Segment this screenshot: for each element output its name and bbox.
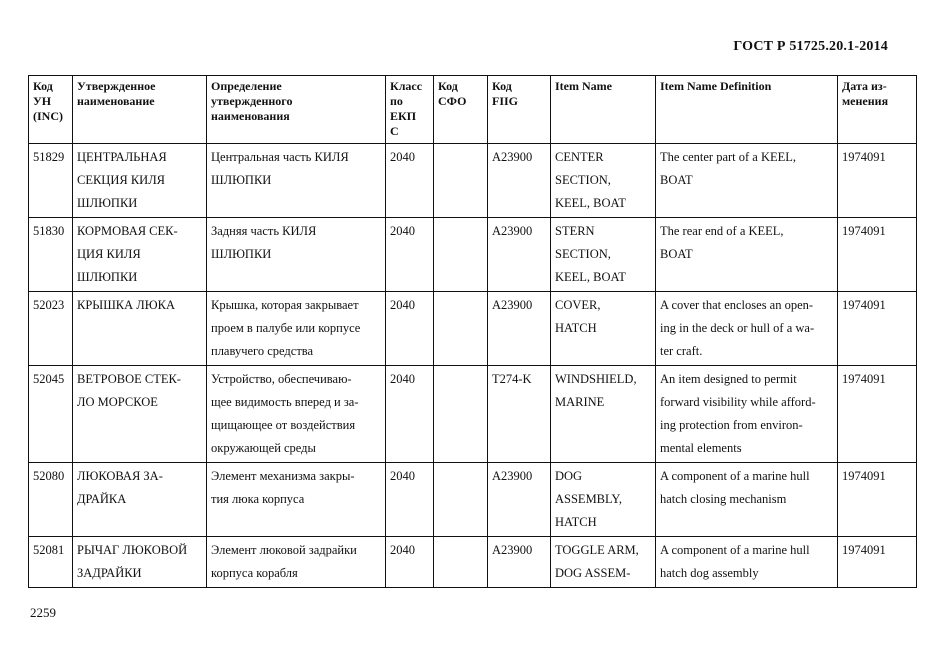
cell-fiig: A23900: [488, 537, 551, 588]
cell-item-name: STERN SECTION, KEEL, BOAT: [551, 218, 656, 292]
cell-sfo: [434, 292, 488, 366]
cell-class: 2040: [386, 366, 434, 463]
cell-class: 2040: [386, 463, 434, 537]
cell-item-definition: A cover that encloses an open- ing in the deck or hull of a wa- ter craft.: [656, 292, 838, 366]
cell-definition: Элемент люковой задрайки корпуса корабля: [207, 537, 386, 588]
cell-sfo: [434, 218, 488, 292]
cell-fiig: A23900: [488, 144, 551, 218]
table-row: [29, 292, 917, 366]
cell-date: 1974091: [838, 537, 917, 588]
cell-item-definition: The rear end of a KEEL, BOAT: [656, 218, 838, 292]
cell-fiig: A23900: [488, 292, 551, 366]
cell-sfo: [434, 537, 488, 588]
cell-name: РЫЧАГ ЛЮКОВОЙ ЗАДРАЙКИ: [73, 537, 207, 588]
cell-fiig: A23900: [488, 463, 551, 537]
column-header-code: Код УН (INC): [29, 76, 73, 144]
table-header-row: [29, 76, 917, 144]
column-header-definition: Определение утвержденного наименования: [207, 76, 386, 144]
cell-fiig: A23900: [488, 218, 551, 292]
cell-date: 1974091: [838, 144, 917, 218]
table-row: [29, 537, 917, 588]
cell-sfo: [434, 463, 488, 537]
table-row: [29, 463, 917, 537]
cell-definition: Элемент механизма закры- тия люка корпуса: [207, 463, 386, 537]
table-row: [29, 366, 917, 463]
cell-date: 1974091: [838, 292, 917, 366]
column-header-item-definition: Item Name Definition: [656, 76, 838, 144]
cell-item-name: COVER, HATCH: [551, 292, 656, 366]
cell-name: ЦЕНТРАЛЬНАЯ СЕКЦИЯ КИЛЯ ШЛЮПКИ: [73, 144, 207, 218]
items-table: [28, 75, 917, 588]
cell-definition: Центральная часть КИЛЯ ШЛЮПКИ: [207, 144, 386, 218]
cell-item-name: WINDSHIELD, MARINE: [551, 366, 656, 463]
cell-code: 52023: [29, 292, 73, 366]
cell-date: 1974091: [838, 218, 917, 292]
cell-definition: Крышка, которая закрывает проем в палубе или корпусе плавучего средства: [207, 292, 386, 366]
cell-name: КРЫШКА ЛЮКА: [73, 292, 207, 366]
column-header-date: Дата из- менения: [838, 76, 917, 144]
cell-sfo: [434, 144, 488, 218]
cell-sfo: [434, 366, 488, 463]
document-code: ГОСТ Р 51725.20.1-2014: [733, 39, 888, 54]
cell-code: 51830: [29, 218, 73, 292]
cell-definition: Задняя часть КИЛЯ ШЛЮПКИ: [207, 218, 386, 292]
cell-class: 2040: [386, 218, 434, 292]
cell-class: 2040: [386, 292, 434, 366]
cell-item-name: DOG ASSEMBLY, HATCH: [551, 463, 656, 537]
cell-item-definition: A component of a marine hull hatch closing mechanism: [656, 463, 838, 537]
cell-item-name: CENTER SECTION, KEEL, BOAT: [551, 144, 656, 218]
cell-class: 2040: [386, 537, 434, 588]
cell-class: 2040: [386, 144, 434, 218]
cell-fiig: T274-K: [488, 366, 551, 463]
cell-code: 51829: [29, 144, 73, 218]
column-header-fiig: Код FIIG: [488, 76, 551, 144]
cell-name: ВЕТРОВОЕ СТЕК- ЛО МОРСКОЕ: [73, 366, 207, 463]
table-row: [29, 218, 917, 292]
cell-date: 1974091: [838, 366, 917, 463]
cell-code: 52080: [29, 463, 73, 537]
cell-name: ЛЮКОВАЯ ЗА- ДРАЙКА: [73, 463, 207, 537]
cell-item-definition: A component of a marine hull hatch dog assembly: [656, 537, 838, 588]
table-row: [29, 144, 917, 218]
page-number: 2259: [30, 605, 56, 620]
cell-code: 52081: [29, 537, 73, 588]
column-header-name: Утвержденное наименование: [73, 76, 207, 144]
cell-item-definition: An item designed to permit forward visibility while afford- ing protection from environ- mental elements: [656, 366, 838, 463]
column-header-class: Класс по ЕКП С: [386, 76, 434, 144]
cell-name: КОРМОВАЯ СЕК- ЦИЯ КИЛЯ ШЛЮПКИ: [73, 218, 207, 292]
column-header-item-name: Item Name: [551, 76, 656, 144]
column-header-sfo: Код СФО: [434, 76, 488, 144]
cell-code: 52045: [29, 366, 73, 463]
cell-definition: Устройство, обеспечиваю- щее видимость вперед и за- щищающее от воздействия окружающей среды: [207, 366, 386, 463]
cell-item-name: TOGGLE ARM, DOG ASSEM-: [551, 537, 656, 588]
cell-item-definition: The center part of a KEEL, BOAT: [656, 144, 838, 218]
cell-date: 1974091: [838, 463, 917, 537]
